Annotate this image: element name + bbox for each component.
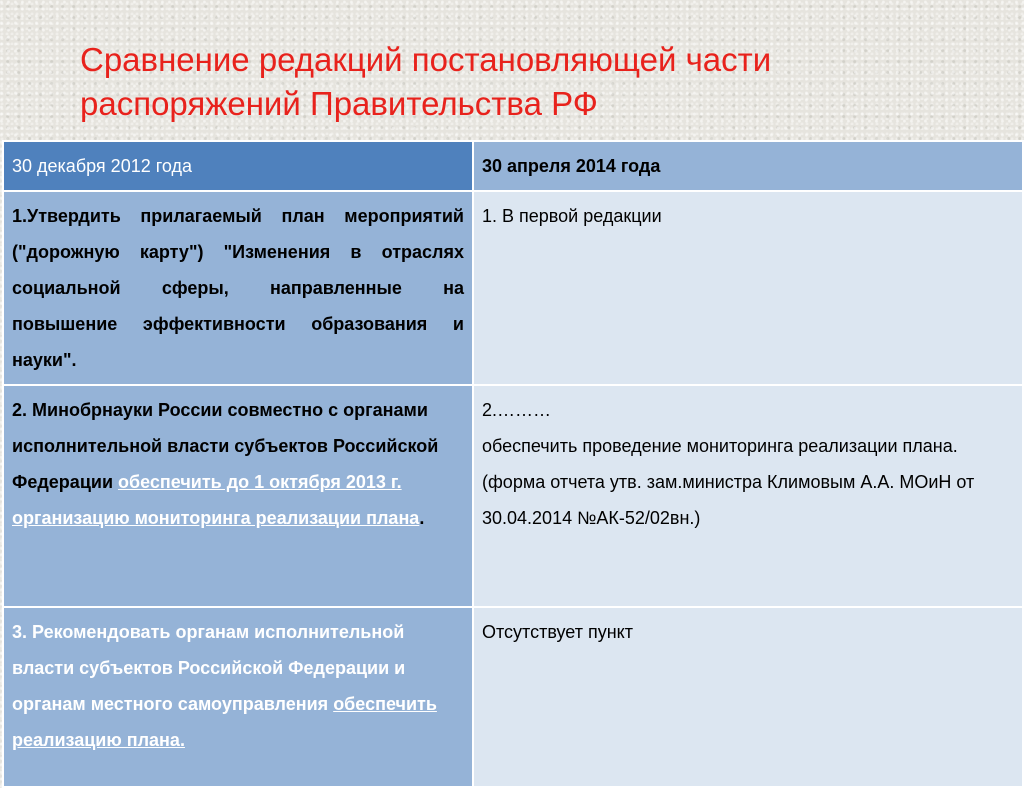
header-date-2012: 30 декабря 2012 года (3, 141, 473, 191)
row2-left-underlined: обеспечить до 1 октября 2013 г. организацию мониторинга реализации плана (12, 472, 420, 528)
row2-right-line3: (форма отчета утв. зам.министра Климовым А.А. МОиН от 30.04.2014 №АК-52/02вн.) (482, 472, 975, 528)
slide-title (80, 38, 980, 126)
table-header-row (3, 141, 1023, 191)
comparison-table (2, 140, 1024, 788)
row2-right-line2: обеспечить проведение мониторинга реализации плана. (482, 436, 958, 456)
slide-title-line-2: распоряжений Правительства РФ (80, 85, 598, 122)
row3-left-underlined: обеспечить реализацию плана. (12, 694, 437, 750)
row2-left-tail: . (419, 508, 425, 528)
row2-left-text: 2. Минобрнауки России совместно с органами исполнительной власти субъектов Российской Федерации (12, 400, 439, 492)
row3-right-cell: Отсутствует пункт (473, 607, 1023, 787)
row1-left-cell: 1.Утвердить прилагаемый план мероприятий ("дорожную карту") "Изменения в отраслях социальной сферы, направленные на повышение эффективности образования и науки". (3, 191, 473, 385)
row3-left-text: 3. Рекомендовать органам исполнительной власти субъектов Российской Федерации и органам местного самоуправления (12, 622, 406, 714)
table-row (3, 191, 1023, 385)
slide-title-line-1: Сравнение редакций постановляющей части (80, 41, 772, 78)
row1-right-cell: 1. В первой редакции (473, 191, 1023, 385)
table-row (3, 607, 1023, 787)
row2-right-cell (473, 385, 1023, 607)
table-row (3, 385, 1023, 607)
row3-left-cell (3, 607, 473, 787)
row2-left-cell (3, 385, 473, 607)
header-date-2014: 30 апреля 2014 года (473, 141, 1023, 191)
row2-right-line1: 2.……… (482, 400, 552, 420)
